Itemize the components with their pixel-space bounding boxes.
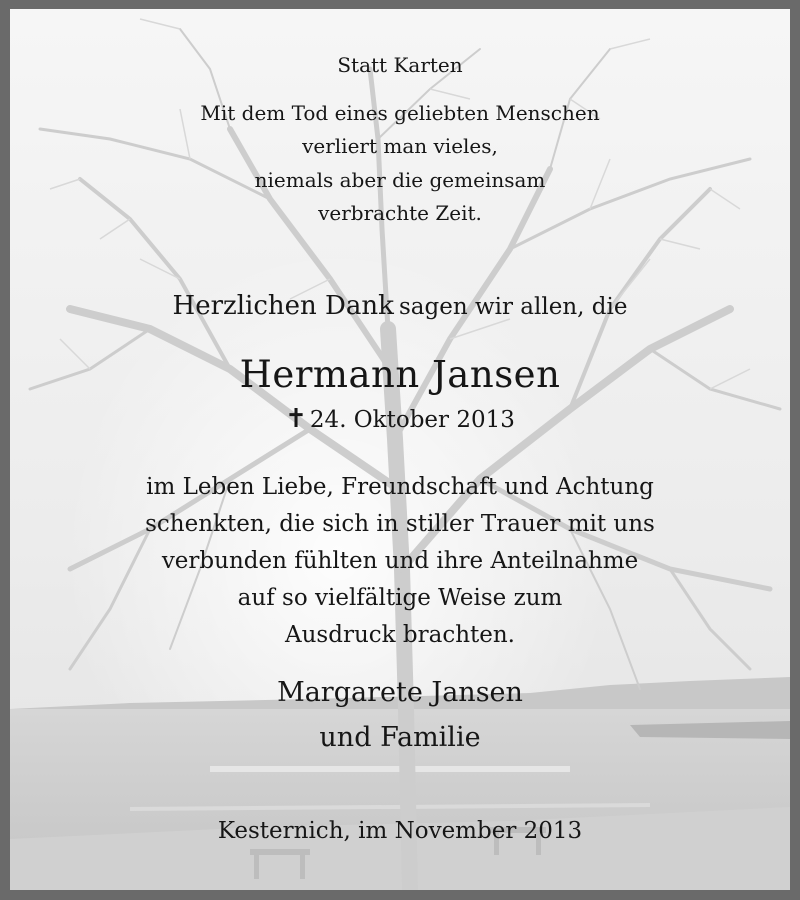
deceased-name: Hermann Jansen xyxy=(239,353,561,396)
thanks-line xyxy=(10,288,790,327)
body-line-4: auf so vielfältige Weise zum xyxy=(237,585,563,611)
cross-icon: ✝ xyxy=(285,404,307,434)
thanks-lead: Herzlichen Dank xyxy=(172,291,394,321)
quote-line-4: verbrachte Zeit. xyxy=(318,201,482,225)
body-line-3: verbunden fühlten und ihre Anteilnahme xyxy=(161,548,639,574)
obituary-card xyxy=(10,9,790,890)
body-line-5: Ausdruck brachten. xyxy=(285,622,515,648)
death-date-line xyxy=(10,401,790,439)
quote-line-3: niemals aber die gemeinsam xyxy=(254,168,546,192)
body-line-2: schenkten, die sich in stiller Trauer mit uns xyxy=(145,511,655,537)
quote-line-2: verliert man vieles, xyxy=(302,134,498,158)
intro-text: Statt Karten xyxy=(337,53,463,77)
signature-name: Margarete Jansen xyxy=(277,677,523,708)
quote-line-1: Mit dem Tod eines geliebten Menschen xyxy=(200,101,600,125)
death-date: 24. Oktober 2013 xyxy=(309,407,515,433)
signature-family: und Familie xyxy=(319,722,481,753)
place-date: Kesternich, im November 2013 xyxy=(217,818,583,844)
body-line-1: im Leben Liebe, Freundschaft und Achtung xyxy=(146,474,654,500)
thanks-rest: sagen wir allen, die xyxy=(398,294,628,320)
notice-text xyxy=(10,9,790,890)
